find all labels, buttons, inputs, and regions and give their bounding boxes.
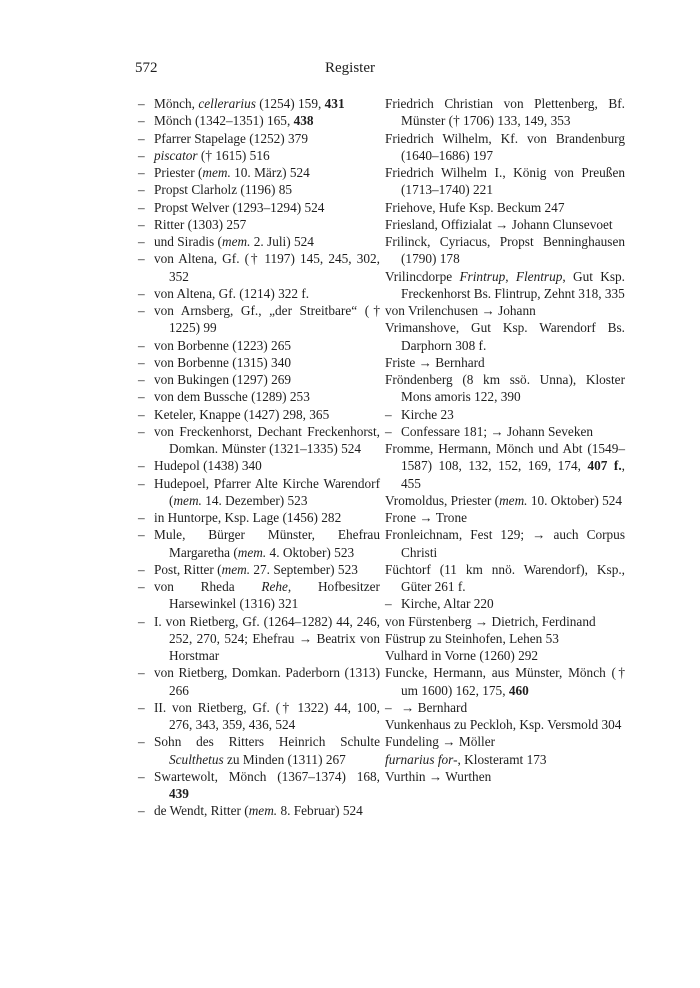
entry-text: (1254) 159, — [255, 96, 325, 111]
subentry-dash: – — [138, 579, 145, 594]
entry-text: Fundeling → Möller — [385, 734, 496, 750]
entry-text: Ritter (1303) 257 — [154, 216, 247, 232]
subentry-text — [154, 699, 380, 734]
subentry-dash: – — [385, 596, 392, 612]
entry-text: Fröndenberg (8 km ssö. Unna), Kloster Mons amoris 122, 390 — [385, 372, 625, 405]
entry-text: Propst Welver (1293–1294) 524 — [154, 199, 325, 215]
entry-text: 8. Februar) 524 — [277, 803, 363, 819]
subentry-dash: – — [138, 216, 145, 232]
entry-text: Fronleichnam, Fest 129; → auch Corpus Christi — [385, 527, 625, 560]
entry-text: Friedrich Wilhelm I., König von Preußen (1713–1740) 221 — [385, 165, 625, 198]
index-subentry — [138, 388, 380, 405]
entry-text: von Rietberg, Domkan. Paderborn (1313) 266 — [154, 665, 380, 698]
entry-text: , 455 — [401, 458, 625, 491]
index-entry — [385, 630, 625, 647]
index-entry — [385, 492, 625, 509]
entry-text: Friehove, Hufe Ksp. Beckum 247 — [385, 199, 565, 215]
index-entry — [385, 526, 625, 561]
index-subentry — [138, 561, 380, 578]
subentry-text — [154, 406, 380, 423]
index-subentry — [385, 595, 625, 612]
subentry-text — [154, 130, 380, 147]
subentry-text — [154, 388, 380, 405]
index-column-right — [385, 95, 625, 785]
index-subentry — [138, 457, 380, 474]
index-subentry — [138, 233, 380, 250]
subentry-text — [154, 285, 380, 302]
subentry-text — [154, 733, 380, 768]
subentry-text — [154, 337, 380, 354]
entry-text: mem. — [237, 544, 267, 560]
subentry-dash: – — [138, 303, 145, 318]
entry-text: 4. Oktober) 523 — [266, 544, 355, 560]
index-subentry — [138, 509, 380, 526]
entry-text: Vurthin → Wurthen — [385, 768, 492, 784]
entry-text: , Klosteramt 173 — [457, 751, 547, 767]
index-entry — [385, 664, 625, 699]
subentry-text — [154, 475, 380, 510]
index-entry — [385, 95, 625, 130]
subentry-dash: – — [385, 423, 392, 439]
entry-text: in Huntorpe, Ksp. Lage (1456) 282 — [154, 510, 342, 525]
entry-text: Rehe — [261, 579, 288, 594]
index-subentry — [138, 699, 380, 734]
entry-text: von Borbenne (1315) 340 — [154, 354, 292, 370]
index-subentry — [138, 302, 380, 337]
running-head: Register — [325, 60, 375, 76]
entry-text: 460 — [508, 682, 529, 698]
entry-text: von Borbenne (1223) 265 — [154, 337, 292, 353]
entry-text: 431 — [324, 96, 345, 111]
entry-text: Vulhard in Vorne (1260) 292 — [385, 648, 539, 663]
entry-text: Keteler, Knappe (1427) 298, 365 — [154, 406, 330, 422]
subentry-text — [154, 181, 380, 198]
index-subentry — [138, 250, 380, 285]
entry-text: cellerarius — [198, 96, 256, 111]
entry-text: Friste → Bernhard — [385, 354, 485, 370]
index-entry — [385, 440, 625, 492]
index-subentry — [385, 406, 625, 423]
index-subentry — [138, 664, 380, 699]
entry-text: 14. Dezember) 523 — [201, 492, 308, 508]
entry-text: von Fürstenberg → Dietrich, Ferdinand — [385, 613, 596, 629]
subentry-dash: – — [138, 423, 145, 439]
subentry-dash: – — [138, 113, 145, 129]
entry-text: Swartewolt, Mönch (1367–1374) 168, — [154, 768, 380, 784]
subentry-text — [154, 457, 380, 474]
subentry-dash: – — [138, 561, 145, 577]
subentry-text — [401, 406, 625, 423]
index-column-left — [138, 95, 380, 820]
entry-text: und Siradis ( — [154, 234, 222, 249]
subentry-dash: – — [138, 165, 145, 180]
entry-text: Post, Ritter ( — [154, 561, 222, 577]
subentry-dash: – — [138, 96, 145, 111]
subentry-text — [154, 423, 380, 458]
entry-text: Frone → Trone — [385, 510, 468, 525]
entry-text: → Bernhard — [401, 699, 468, 715]
index-subentry — [138, 354, 380, 371]
index-entry — [385, 164, 625, 199]
entry-text: Frilinck, Cyriacus, Propst Benninghausen (1790) 178 — [385, 234, 625, 267]
subentry-dash: – — [138, 613, 145, 629]
entry-text: Flentrup — [515, 268, 563, 284]
index-subentry — [385, 423, 625, 440]
subentry-text — [154, 509, 380, 526]
entry-text: , Hofbesitzer Harsewinkel (1316) 321 — [169, 579, 380, 612]
subentry-text — [154, 250, 380, 285]
index-entry — [385, 371, 625, 406]
entry-text: furnarius for- — [385, 751, 458, 767]
subentry-dash: – — [138, 337, 145, 353]
entry-text: Kirche, Altar 220 — [401, 596, 494, 612]
index-subentry — [138, 733, 380, 768]
subentry-dash: – — [138, 130, 145, 146]
index-subentry — [138, 475, 380, 510]
entry-text: 407 f. — [587, 458, 622, 474]
entry-text: Mönch, — [154, 96, 199, 111]
subentry-text — [401, 423, 625, 440]
subentry-text — [154, 199, 380, 216]
entry-text: Fromme, Hermann, Mönch und Abt (1549–1587) 108, 132, 152, 169, 174, — [385, 441, 625, 474]
subentry-dash: – — [385, 406, 392, 422]
subentry-dash: – — [138, 234, 145, 249]
entry-text: mem. — [221, 234, 251, 249]
subentry-dash: – — [138, 527, 145, 543]
subentry-dash: – — [138, 354, 145, 370]
entry-text: von Vrilenchusen → Johann — [385, 303, 536, 318]
index-subentry — [138, 406, 380, 423]
index-entry — [385, 319, 625, 354]
entry-text: 10. Oktober) 524 — [527, 492, 623, 508]
subentry-dash: – — [138, 199, 145, 215]
subentry-dash: – — [138, 389, 145, 405]
index-subentry — [138, 181, 380, 198]
entry-text: von Altena, Gf. († 1197) 145, 245, 302, 352 — [154, 251, 380, 284]
subentry-text — [154, 578, 380, 613]
entry-text: Vrilincdorpe — [385, 268, 460, 284]
entry-text: I. von Rietberg, Gf. (1264–1282) 44, 246, 252, 270, 524; Ehefrau → Beatrix von Horstmar — [154, 613, 380, 663]
index-entry — [385, 216, 625, 233]
entry-text: mem. — [499, 492, 528, 508]
entry-text: 2. Juli) 524 — [250, 234, 314, 249]
subentry-dash: – — [138, 510, 145, 525]
entry-text: Funcke, Hermann, aus Münster, Mönch († um 1600) 162, 175, — [385, 665, 625, 698]
subentry-dash: – — [138, 285, 145, 301]
subentry-text — [154, 802, 380, 819]
index-subentry — [138, 95, 380, 112]
index-subentry — [138, 768, 380, 803]
subentry-text — [154, 613, 380, 665]
entry-text: mem. — [221, 561, 251, 577]
entry-text: zu Minden (1311) 267 — [223, 751, 346, 767]
entry-text: Frintrup — [459, 268, 506, 284]
subentry-text — [401, 595, 625, 612]
index-subentry — [138, 423, 380, 458]
index-entry — [385, 130, 625, 165]
index-subentry — [138, 526, 380, 561]
index-entry — [385, 768, 625, 785]
entry-text: Hudepoel, Pfarrer Alte Kirche Warendorf ( — [154, 475, 380, 508]
subentry-text — [154, 526, 380, 561]
index-entry — [385, 647, 625, 664]
subentry-text — [154, 147, 380, 164]
index-entry — [385, 751, 625, 768]
subentry-dash: – — [138, 147, 145, 163]
entry-text: Vromoldus, Priester ( — [385, 492, 500, 508]
entry-text: († 1615) 516 — [197, 147, 270, 163]
index-subentry — [138, 802, 380, 819]
index-subentry — [138, 337, 380, 354]
index-entry — [385, 561, 625, 596]
entry-text: 27. September) 523 — [250, 561, 358, 577]
entry-text: mem. — [248, 803, 278, 819]
entry-text: Pfarrer Stapelage (1252) 379 — [154, 130, 308, 146]
entry-text: von Arnsberg, Gf., „der Streitbare“ († 1225) 99 — [154, 303, 380, 336]
entry-text: Friedrich Wilhelm, Kf. von Brandenburg (1640–1686) 197 — [385, 130, 625, 163]
entry-text: mem. — [202, 165, 231, 180]
index-entry — [385, 354, 625, 371]
index-entry — [385, 199, 625, 216]
index-subentry — [138, 578, 380, 613]
subentry-text — [154, 768, 380, 803]
index-entry — [385, 302, 625, 319]
entry-text: Propst Clarholz (1196) 85 — [154, 182, 293, 198]
subentry-text — [154, 354, 380, 371]
subentry-text — [154, 95, 380, 112]
entry-text: II. von Rietberg, Gf. († 1322) 44, 100, 276, 343, 359, 436, 524 — [154, 699, 380, 732]
entry-text: , Gut Ksp. Freckenhorst Bs. Flintrup, Zehnt 318, 335 — [401, 268, 625, 301]
entry-text: Füstrup zu Steinhofen, Lehen 53 — [385, 630, 559, 646]
index-subentry — [138, 147, 380, 164]
subentry-text — [154, 371, 380, 388]
index-entry — [385, 268, 625, 303]
entry-text: 438 — [293, 113, 314, 129]
entry-text: von dem Bussche (1289) 253 — [154, 389, 310, 405]
subentry-dash: – — [138, 734, 145, 750]
entry-text: von Rheda — [154, 579, 262, 594]
index-entry — [385, 733, 625, 750]
entry-text: Mule, Bürger Münster, Ehefrau Margaretha ( — [154, 527, 380, 560]
index-entry — [385, 716, 625, 733]
index-subentry — [385, 699, 625, 716]
subentry-dash: – — [138, 182, 145, 198]
entry-text: 10. März) 524 — [230, 165, 310, 180]
page-header — [135, 60, 565, 82]
index-entry — [385, 613, 625, 630]
subentry-dash: – — [138, 665, 145, 681]
subentry-text — [154, 216, 380, 233]
entry-text: de Wendt, Ritter ( — [154, 803, 249, 819]
subentry-text — [154, 233, 380, 250]
index-subentry — [138, 130, 380, 147]
entry-text: 439 — [169, 786, 189, 801]
subentry-dash: – — [138, 372, 145, 387]
subentry-text — [154, 112, 380, 129]
entry-text: piscator — [154, 147, 198, 163]
index-subentry — [138, 285, 380, 302]
entry-text: Mönch (1342–1351) 165, — [154, 113, 294, 129]
subentry-dash: – — [138, 768, 145, 784]
subentry-text — [401, 699, 625, 716]
index-subentry — [138, 164, 380, 181]
index-subentry — [138, 371, 380, 388]
index-entry — [385, 233, 625, 268]
index-entry — [385, 509, 625, 526]
subentry-text — [154, 164, 380, 181]
index-subentry — [138, 613, 380, 665]
entry-text: Hudepol (1438) 340 — [154, 458, 262, 474]
entry-text: Friesland, Offizialat → Johann Clunsevoet — [385, 216, 613, 232]
entry-text: Priester ( — [154, 165, 203, 180]
entry-text: Vrimanshove, Gut Ksp. Warendorf Bs. Darphorn 308 f. — [385, 320, 625, 353]
subentry-text — [154, 664, 380, 699]
index-subentry — [138, 199, 380, 216]
entry-text: von Altena, Gf. (1214) 322 f. — [154, 285, 310, 301]
index-subentry — [138, 112, 380, 129]
subentry-text — [154, 561, 380, 578]
subentry-dash: – — [138, 475, 145, 491]
entry-text: Füchtorf (11 km nnö. Warendorf), Ksp., Güter 261 f. — [385, 561, 625, 594]
subentry-dash: – — [138, 699, 145, 715]
entry-text: von Freckenhorst, Dechant Freckenhorst, Domkan. Münster (1321–1335) 524 — [154, 423, 380, 456]
entry-text: Confessare 181; → Johann Seveken — [401, 423, 594, 439]
entry-text: von Bukingen (1297) 269 — [154, 372, 292, 387]
entry-text: Sculthetus — [169, 751, 224, 767]
subentry-dash: – — [385, 699, 392, 715]
entry-text: , — [505, 268, 516, 284]
entry-text: Sohn des Ritters Heinrich Schulte — [154, 734, 380, 750]
subentry-dash: – — [138, 251, 145, 267]
entry-text: mem. — [173, 492, 202, 508]
entry-text: Vunkenhaus zu Peckloh, Ksp. Versmold 304 — [385, 717, 622, 732]
entry-text: Friedrich Christian von Plettenberg, Bf. Münster († 1706) 133, 149, 353 — [385, 96, 625, 129]
subentry-dash: – — [138, 406, 145, 422]
subentry-dash: – — [138, 458, 145, 474]
entry-text: Kirche 23 — [401, 406, 454, 422]
index-subentry — [138, 216, 380, 233]
page-number: 572 — [135, 60, 158, 76]
subentry-dash: – — [138, 803, 145, 819]
subentry-text — [154, 302, 380, 337]
